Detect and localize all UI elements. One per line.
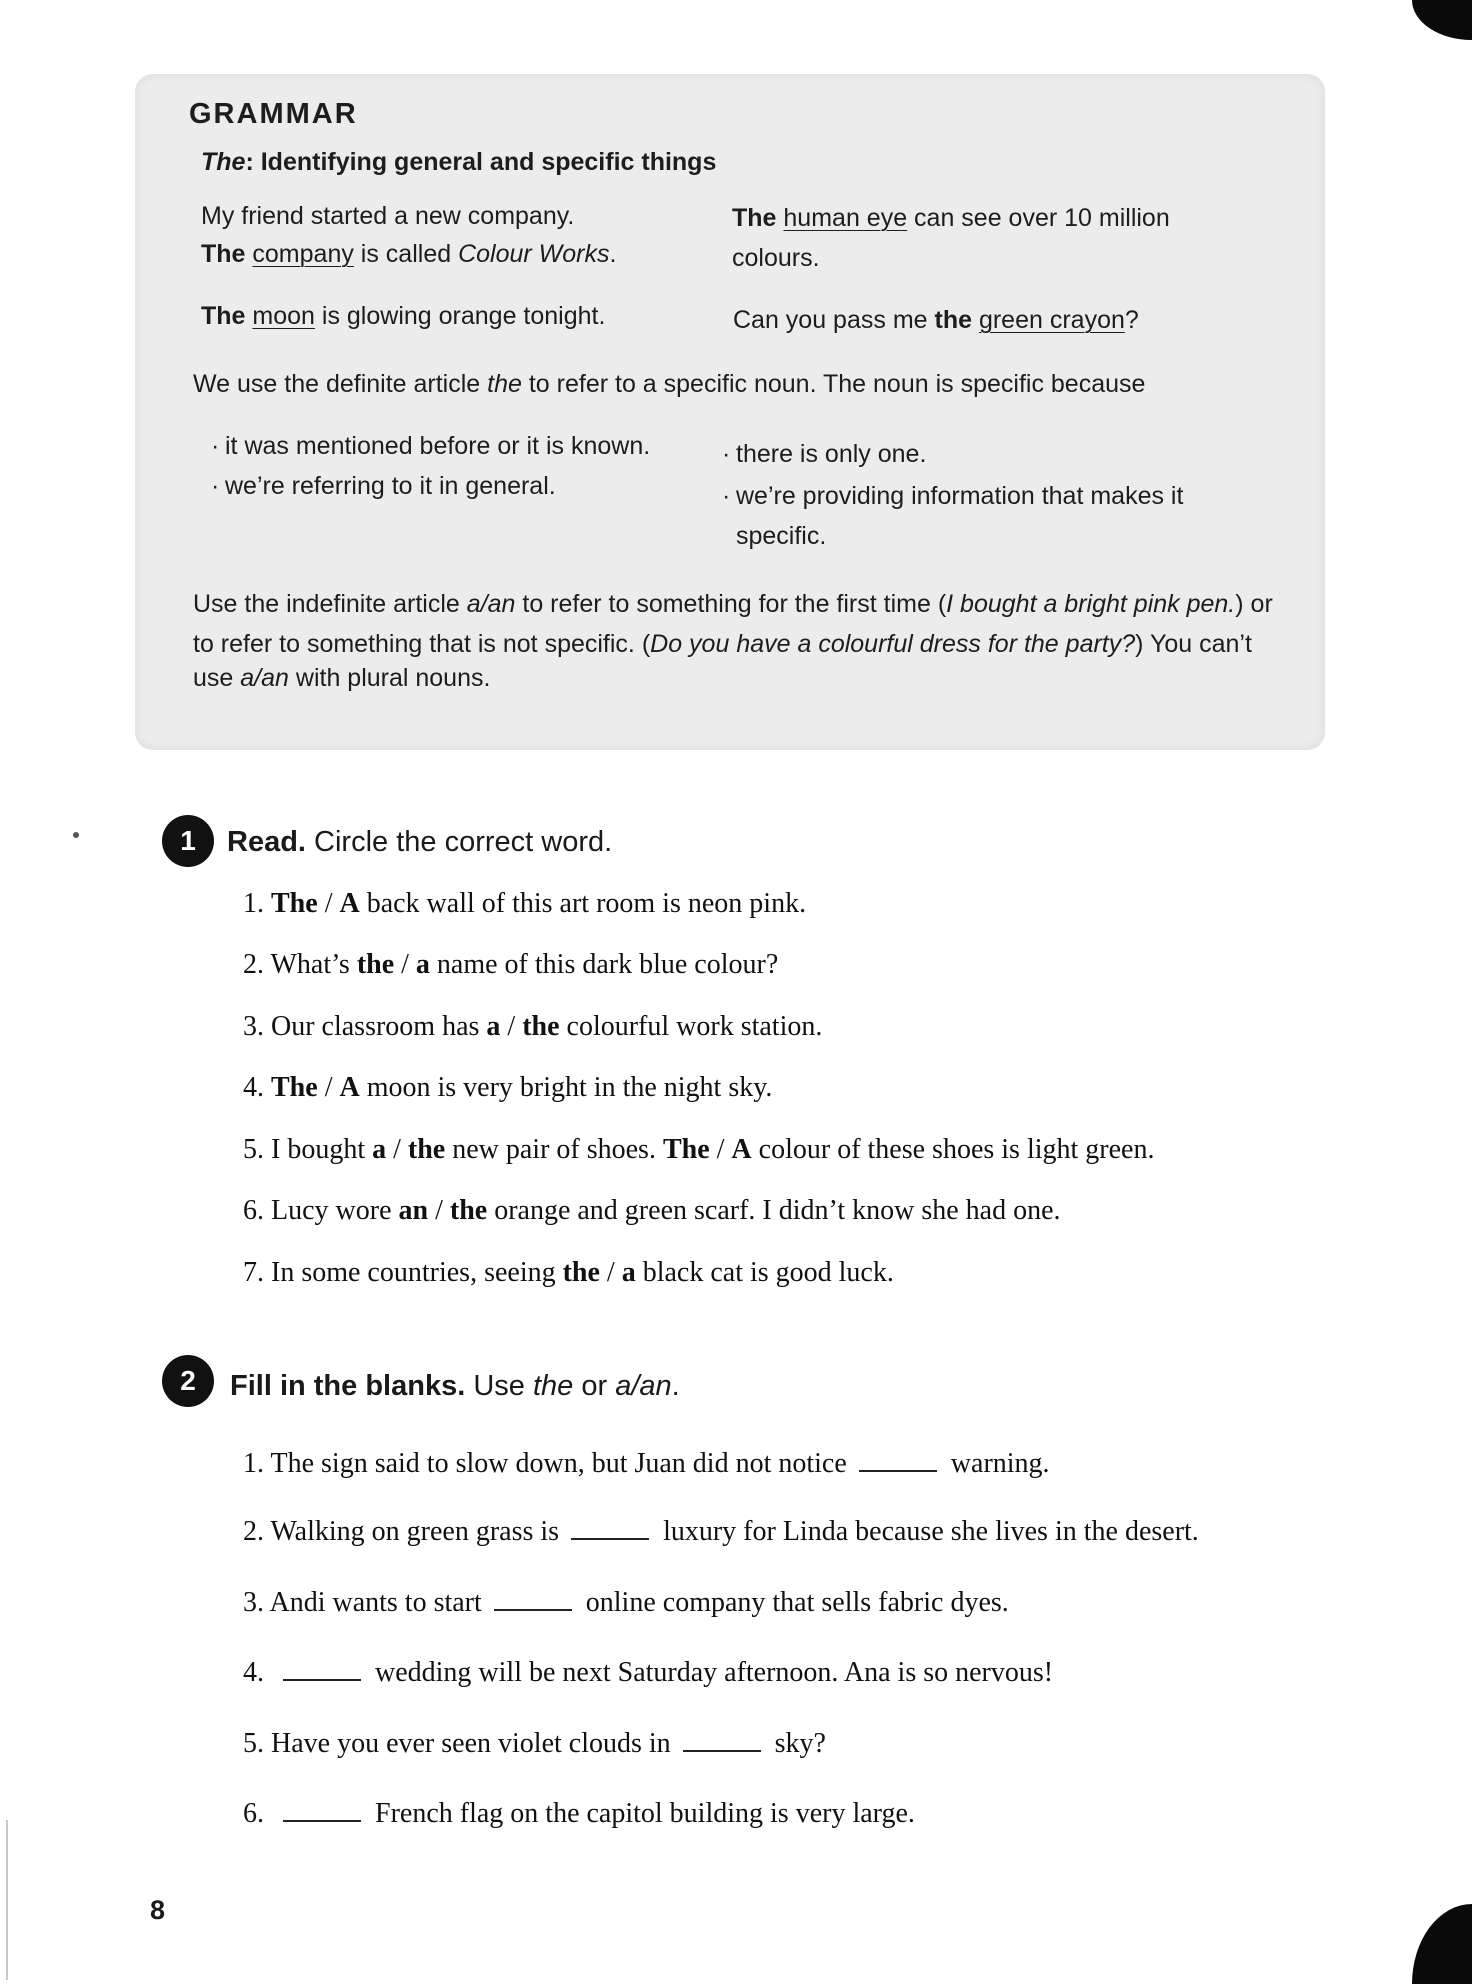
ex2-item-6: 6. French flag on the capitol building is very large. bbox=[243, 1794, 915, 1834]
ex1-item-1: 1. The / A back wall of this art room is neon pink. bbox=[243, 888, 807, 919]
blank-field[interactable] bbox=[283, 1794, 361, 1822]
indefinite-line-3: use a/an with plural nouns. bbox=[193, 664, 491, 692]
page-number: 8 bbox=[150, 1895, 166, 1925]
exercise-1-heading: Read. Circle the correct word. bbox=[227, 826, 613, 858]
blank-field[interactable] bbox=[283, 1653, 361, 1681]
example-3-cont: colours. bbox=[732, 244, 820, 272]
grammar-subtitle: The: Identifying general and specific things bbox=[201, 148, 717, 176]
bullet-4: · we’re providing information that makes it bbox=[722, 482, 1184, 510]
exercise-1-number: 1 bbox=[162, 815, 214, 867]
example-4: The moon is glowing orange tonight. bbox=[201, 302, 606, 330]
option[interactable]: The bbox=[271, 1072, 318, 1103]
option[interactable]: the bbox=[407, 1134, 446, 1165]
indefinite-line-2: to refer to something that is not specific. (Do you have a colourful dress for the party?) You can’t bbox=[193, 630, 1252, 658]
example-1: My friend started a new company. bbox=[201, 202, 575, 230]
bullet-4-cont: specific. bbox=[736, 522, 827, 550]
grammar-title: GRAMMAR bbox=[189, 98, 358, 130]
ex1-item-3: 3. Our classroom has a / the colourful work station. bbox=[243, 1011, 823, 1042]
option[interactable]: the bbox=[562, 1257, 600, 1288]
page-corner-top bbox=[1412, 0, 1472, 40]
indefinite-line-1: Use the indefinite article a/an to refer to something for the first time (I bought a bright pink pen.) or bbox=[193, 590, 1273, 618]
option[interactable]: the bbox=[449, 1195, 488, 1226]
bullet-3: · there is only one. bbox=[722, 440, 927, 468]
scan-edge bbox=[6, 1820, 8, 1980]
ex1-item-7: 7. In some countries, seeing the / a black cat is good luck. bbox=[243, 1257, 894, 1288]
blank-field[interactable] bbox=[859, 1444, 937, 1472]
option[interactable]: the bbox=[522, 1011, 560, 1042]
ex2-item-1: 1. The sign said to slow down, but Juan did not notice warning. bbox=[243, 1444, 1050, 1484]
option[interactable]: the bbox=[356, 949, 395, 980]
option[interactable]: A bbox=[339, 888, 360, 919]
ex1-item-6: 6. Lucy wore an / the orange and green scarf. I didn’t know she had one. bbox=[243, 1195, 1061, 1226]
option[interactable]: A bbox=[731, 1134, 752, 1165]
ex1-item-5: 5. I bought a / the new pair of shoes. The / A colour of these shoes is light green. bbox=[243, 1134, 1155, 1165]
page-corner-bottom bbox=[1412, 1904, 1472, 1984]
option[interactable]: an bbox=[398, 1195, 429, 1226]
option[interactable]: A bbox=[339, 1072, 360, 1103]
blank-field[interactable] bbox=[494, 1583, 572, 1611]
option[interactable]: a bbox=[486, 1011, 501, 1042]
ex2-item-3: 3. Andi wants to start online company that sells fabric dyes. bbox=[243, 1583, 1009, 1623]
option[interactable]: The bbox=[662, 1134, 710, 1165]
option[interactable]: The bbox=[271, 888, 318, 919]
ex1-item-2: 2. What’s the / a name of this dark blue colour? bbox=[243, 949, 779, 980]
ex2-item-5: 5. Have you ever seen violet clouds in sky? bbox=[243, 1724, 826, 1764]
option[interactable]: a bbox=[621, 1257, 636, 1288]
bullet-2: · we’re referring to it in general. bbox=[211, 472, 556, 500]
exercise-2-heading: Fill in the blanks. Use the or a/an. bbox=[230, 1370, 680, 1402]
stray-mark bbox=[73, 832, 79, 838]
grammar-box bbox=[135, 74, 1325, 750]
definite-explanation: We use the definite article the to refer to a specific noun. The noun is specific because bbox=[193, 370, 1146, 398]
option[interactable]: a bbox=[372, 1134, 387, 1165]
example-3: The human eye can see over 10 million bbox=[732, 204, 1170, 232]
option[interactable]: a bbox=[415, 949, 430, 980]
example-5: Can you pass me the green crayon? bbox=[733, 306, 1139, 334]
exercise-2-number: 2 bbox=[162, 1355, 214, 1407]
ex2-item-4: 4. wedding will be next Saturday afternoon. Ana is so nervous! bbox=[243, 1653, 1053, 1693]
ex2-item-2: 2. Walking on green grass is luxury for Linda because she lives in the desert. bbox=[243, 1512, 1199, 1552]
example-2: The company is called Colour Works. bbox=[201, 240, 617, 268]
blank-field[interactable] bbox=[571, 1512, 649, 1540]
bullet-1: · it was mentioned before or it is known. bbox=[211, 432, 651, 460]
blank-field[interactable] bbox=[683, 1724, 761, 1752]
ex1-item-4: 4. The / A moon is very bright in the night sky. bbox=[243, 1072, 773, 1103]
